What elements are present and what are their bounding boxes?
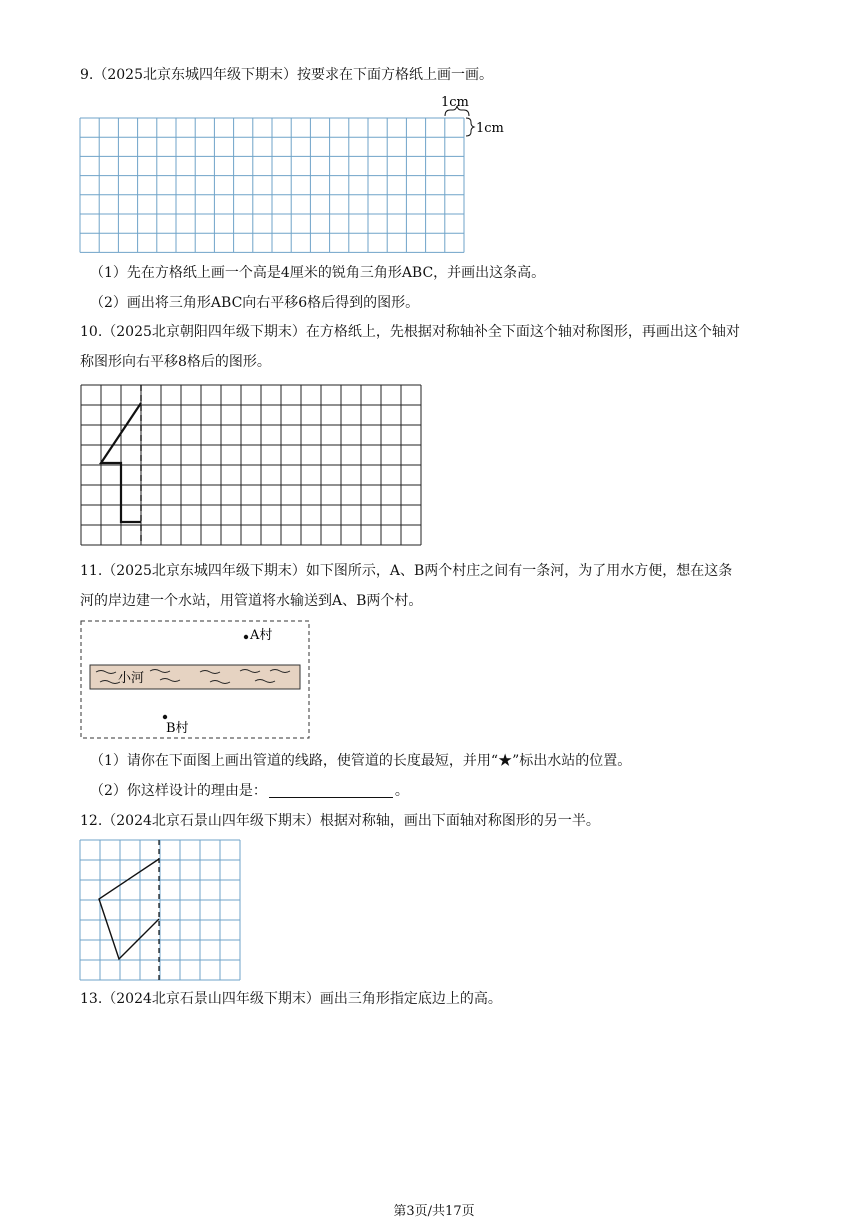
q11-part2	[90, 782, 409, 800]
q13-stem: 13.（2024北京石景山四年级下期末）画出三角形指定底边上的高。	[80, 991, 502, 1007]
village-a-dot	[244, 635, 248, 639]
q11-answer-blank[interactable]	[269, 783, 393, 798]
q9-grid	[80, 118, 464, 252]
q9-part1: （1）先在方格纸上画一个高是4厘米的锐角三角形ABC，并画出这条高。	[90, 265, 546, 281]
unit-brace-side-icon	[466, 118, 474, 136]
q11-part1: （1）请你在下面图上画出管道的线路，使管道的长度最短，并用“★”标出水站的位置。	[90, 753, 632, 769]
q11-stem-line1: 11.（2025北京东城四年级下期末）如下图所示，A、B两个村庄之间有一条河，为了用水方便，想在这条	[80, 563, 733, 579]
q12-stem: 12.（2024北京石景山四年级下期末）根据对称轴，画出下面轴对称图形的另一半。	[80, 813, 600, 829]
q9-stem: 9.（2025北京东城四年级下期末）按要求在下面方格纸上画一画。	[80, 67, 493, 83]
q10-grid-figure	[80, 383, 426, 543]
q11-part2-end: 。	[394, 783, 409, 799]
q10-stem-line1: 10.（2025北京朝阳四年级下期末）在方格纸上，先根据对称轴补全下面这个轴对称图形，再画出这个轴对	[80, 324, 740, 340]
q11-part2-prompt: （2）你这样设计的理由是：	[90, 783, 267, 799]
q9-grid-figure	[79, 94, 509, 254]
q12-grid	[80, 840, 240, 980]
village-a-label: A村	[250, 628, 273, 643]
unit-label-top: 1cm	[441, 95, 469, 110]
village-b-dot	[163, 715, 167, 719]
q10-stem-line2: 称图形向右平移8格后的图形。	[80, 354, 271, 370]
q11-stem-line2: 河的岸边建一个水站，用管道将水输送到A、B两个村。	[80, 593, 423, 609]
village-b-label: B村	[166, 721, 189, 736]
q12-half-shape	[99, 859, 159, 959]
unit-label-side: 1cm	[476, 121, 504, 136]
q12-grid-figure	[79, 839, 241, 981]
q11-map-figure	[80, 620, 312, 742]
page-footer: 第3页/共17页	[393, 1204, 475, 1219]
q11-river-label: 小河	[118, 671, 145, 686]
q9-part2: （2）画出将三角形ABC向右平移6格后得到的图形。	[90, 295, 420, 311]
